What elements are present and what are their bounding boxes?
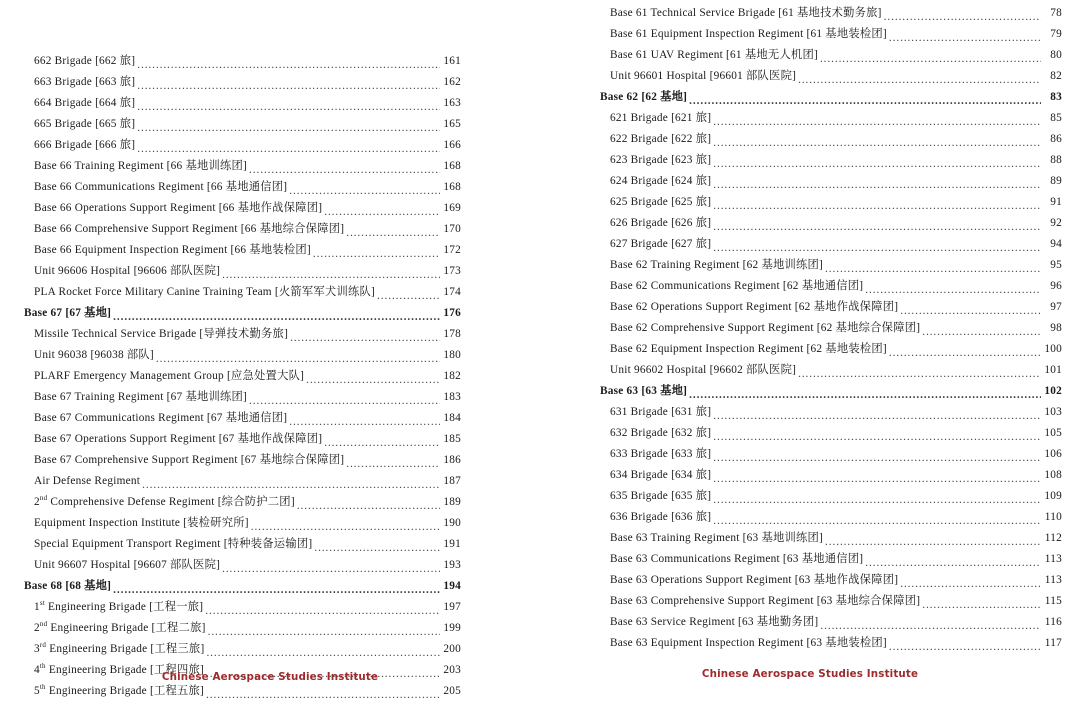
toc-entry-label: Unit 96606 Hospital [96606 部队医院]: [34, 265, 221, 277]
toc-entry-page-number: 185: [443, 433, 461, 445]
toc-leader-dots: [922, 598, 1040, 612]
toc-entry-label: Unit 96602 Hospital [96602 部队医院]: [610, 364, 797, 376]
toc-entry[interactable]: [600, 45, 1062, 66]
toc-entry-label: 2nd Comprehensive Defense Regiment [综合防护二团]: [34, 494, 295, 508]
toc-entry-label: Base 67 Training Regiment [67 基地训练团]: [34, 391, 248, 403]
toc-entry-label: Base 67 Operations Support Regiment [67 基地作战保障团]: [34, 433, 323, 445]
toc-leader-dots: [713, 241, 1040, 255]
toc-entry-page-number: 95: [1050, 259, 1062, 271]
toc-entry[interactable]: [24, 135, 461, 156]
toc-entry-page-number: 98: [1050, 322, 1062, 334]
toc-entry[interactable]: [600, 549, 1062, 570]
toc-leader-dots: [798, 73, 1040, 87]
toc-entry-page-number: 169: [443, 202, 461, 214]
toc-entry-page-number: 165: [443, 118, 461, 130]
toc-entry[interactable]: [24, 639, 461, 660]
toc-entry-page-number: 168: [443, 160, 461, 172]
toc-entry-page-number: 168: [443, 181, 461, 193]
toc-leader-dots: [798, 367, 1040, 381]
toc-entry[interactable]: [600, 108, 1062, 129]
toc-entry-label: Base 63 [63 基地]: [600, 385, 688, 397]
toc-entry-page-number: 197: [443, 601, 461, 613]
toc-entry-page-number: 109: [1044, 490, 1062, 502]
toc-entry[interactable]: [600, 87, 1062, 108]
toc-entry-label: PLARF Emergency Management Group [应急处置大队]: [34, 370, 305, 382]
toc-entry[interactable]: [24, 324, 461, 345]
toc-leader-dots: [865, 556, 1040, 570]
toc-entry-page-number: 178: [443, 328, 461, 340]
toc-leader-dots: [884, 10, 1041, 24]
toc-entry-label: 1st Engineering Brigade [工程一旅]: [34, 599, 204, 613]
toc-entry[interactable]: [24, 72, 461, 93]
toc-entry-page-number: 161: [443, 55, 461, 67]
toc-entry-page-number: 85: [1050, 112, 1062, 124]
toc-entry-list-right: [540, 3, 1080, 654]
toc-entry[interactable]: [24, 471, 461, 492]
toc-entry-page-number: 186: [443, 454, 461, 466]
toc-entry[interactable]: [600, 234, 1062, 255]
toc-entry-label: 663 Brigade [663 旅]: [34, 76, 136, 88]
toc-entry-page-number: 174: [443, 286, 461, 298]
toc-entry-label: Base 62 Communications Regiment [62 基地通信团]: [610, 280, 864, 292]
toc-leader-dots: [313, 247, 440, 261]
toc-entry-label: Base 66 Communications Regiment [66 基地通信团]: [34, 181, 288, 193]
toc-entry-label: Base 66 Operations Support Regiment [66 基地作战保障团]: [34, 202, 323, 214]
toc-entry-label: 632 Brigade [632 旅]: [610, 427, 712, 439]
toc-entry-label: Special Equipment Transport Regiment [特种装备运输团]: [34, 538, 313, 550]
toc-leader-dots: [713, 409, 1040, 423]
toc-entry-page-number: 189: [443, 496, 461, 508]
toc-entry[interactable]: [600, 402, 1062, 423]
toc-entry-page-number: 100: [1044, 343, 1062, 355]
toc-entry-label: 624 Brigade [624 旅]: [610, 175, 712, 187]
toc-entry-label: Base 62 [62 基地]: [600, 91, 688, 103]
toc-entry-page-number: 163: [443, 97, 461, 109]
toc-entry-page-number: 180: [443, 349, 461, 361]
toc-entry[interactable]: [600, 444, 1062, 465]
toc-entry[interactable]: [600, 24, 1062, 45]
toc-entry-label: Air Defense Regiment: [34, 475, 141, 487]
toc-leader-dots: [713, 514, 1040, 528]
toc-entry-page-number: 83: [1050, 91, 1062, 103]
toc-entry-page-number: 91: [1050, 196, 1062, 208]
toc-entry-page-number: 78: [1050, 7, 1062, 19]
toc-entry[interactable]: [24, 492, 461, 513]
toc-entry[interactable]: [600, 423, 1062, 444]
toc-entry-label: 631 Brigade [631 旅]: [610, 406, 712, 418]
toc-entry-page-number: 115: [1044, 595, 1062, 607]
toc-entry-label: 626 Brigade [626 旅]: [610, 217, 712, 229]
toc-entry[interactable]: [24, 366, 461, 387]
toc-leader-dots: [713, 493, 1040, 507]
toc-leader-dots: [713, 451, 1040, 465]
toc-leader-dots: [825, 262, 1040, 276]
toc-leader-dots: [689, 388, 1040, 402]
toc-entry-page-number: 96: [1050, 280, 1062, 292]
toc-entry-page-number: 108: [1044, 469, 1062, 481]
toc-leader-dots: [889, 31, 1041, 45]
toc-leader-dots: [324, 205, 439, 219]
toc-leader-dots: [713, 136, 1040, 150]
toc-entry[interactable]: [600, 3, 1062, 24]
toc-entry-page-number: 112: [1044, 532, 1062, 544]
toc-entry[interactable]: [24, 597, 461, 618]
toc-entry[interactable]: [600, 612, 1062, 633]
toc-entry[interactable]: [600, 339, 1062, 360]
toc-entry-label: 4th Engineering Brigade [工程四旅]: [34, 662, 205, 676]
toc-leader-dots: [900, 577, 1040, 591]
toc-entry-label: Equipment Inspection Institute [装检研究所]: [34, 517, 249, 529]
toc-entry-page-number: 113: [1044, 553, 1062, 565]
toc-entry[interactable]: [600, 276, 1062, 297]
toc-entry-page-number: 103: [1044, 406, 1062, 418]
toc-entry-page-number: 94: [1050, 238, 1062, 250]
toc-entry-page-number: 116: [1044, 616, 1062, 628]
toc-entry[interactable]: [24, 345, 461, 366]
toc-entry[interactable]: [24, 408, 461, 429]
toc-leader-dots: [922, 325, 1040, 339]
toc-entry-page-number: 170: [443, 223, 461, 235]
toc-entry-page-number: 194: [443, 580, 461, 592]
toc-leader-dots: [113, 583, 439, 597]
toc-entry-page-number: 199: [443, 622, 461, 634]
toc-entry[interactable]: [600, 591, 1062, 612]
toc-leader-dots: [889, 346, 1041, 360]
toc-leader-dots: [377, 289, 439, 303]
toc-entry-page-number: 79: [1050, 28, 1062, 40]
toc-entry[interactable]: [24, 513, 461, 534]
toc-leader-dots: [713, 199, 1040, 213]
toc-entry-label: Base 63 Training Regiment [63 基地训练团]: [610, 532, 824, 544]
toc-entry-label: 622 Brigade [622 旅]: [610, 133, 712, 145]
toc-entry[interactable]: [600, 255, 1062, 276]
toc-leader-dots: [137, 79, 439, 93]
toc-entry-label: 634 Brigade [634 旅]: [610, 469, 712, 481]
toc-entry-page-number: 162: [443, 76, 461, 88]
toc-entry-label: Base 61 Technical Service Brigade [61 基地技术勤务旅]: [610, 7, 882, 19]
toc-entry-page-number: 97: [1050, 301, 1062, 313]
toc-entry[interactable]: [600, 465, 1062, 486]
toc-entry-label: Base 66 Comprehensive Support Regiment [66 基地综合保障团]: [34, 223, 345, 235]
toc-leader-dots: [208, 625, 440, 639]
toc-entry-label: Base 63 Equipment Inspection Regiment [63 基地装检团]: [610, 637, 887, 649]
toc-entry[interactable]: [24, 303, 461, 324]
toc-entry-page-number: 113: [1044, 574, 1062, 586]
toc-entry-label: Base 62 Training Regiment [62 基地训练团]: [610, 259, 824, 271]
toc-entry-label: Unit 96601 Hospital [96601 部队医院]: [610, 70, 797, 82]
toc-entry[interactable]: [24, 576, 461, 597]
toc-entry[interactable]: [600, 129, 1062, 150]
toc-entry-page-number: 89: [1050, 175, 1062, 187]
toc-entry[interactable]: [24, 156, 461, 177]
toc-leader-dots: [713, 472, 1040, 486]
toc-entry[interactable]: [24, 219, 461, 240]
toc-entry-label: 666 Brigade [666 旅]: [34, 139, 136, 151]
toc-entry[interactable]: [24, 114, 461, 135]
toc-entry-label: 623 Brigade [623 旅]: [610, 154, 712, 166]
toc-entry[interactable]: [600, 570, 1062, 591]
toc-leader-dots: [820, 619, 1040, 633]
toc-entry[interactable]: [24, 681, 461, 702]
toc-entry-page-number: 102: [1044, 385, 1062, 397]
toc-entry-label: Base 66 Training Regiment [66 基地训练团]: [34, 160, 248, 172]
toc-entry[interactable]: [24, 93, 461, 114]
toc-entry[interactable]: [600, 486, 1062, 507]
toc-entry-label: Base 68 [68 基地]: [24, 580, 112, 592]
toc-leader-dots: [206, 646, 439, 660]
toc-entry-page-number: 82: [1050, 70, 1062, 82]
toc-leader-dots: [900, 304, 1040, 318]
toc-entry[interactable]: [600, 381, 1062, 402]
toc-entry-label: 662 Brigade [662 旅]: [34, 55, 136, 67]
toc-leader-dots: [205, 604, 439, 618]
toc-entry-page-number: 117: [1044, 637, 1062, 649]
toc-entry[interactable]: [24, 282, 461, 303]
toc-entry-label: Base 62 Operations Support Regiment [62 基地作战保障团]: [610, 301, 899, 313]
toc-entry-label: PLA Rocket Force Military Canine Training Team [火箭军军犬训练队]: [34, 286, 376, 298]
toc-leader-dots: [689, 94, 1040, 108]
toc-entry-page-number: 172: [443, 244, 461, 256]
toc-entry-label: Base 63 Communications Regiment [63 基地通信团]: [610, 553, 864, 565]
toc-entry-page-number: 176: [443, 307, 461, 319]
toc-entry[interactable]: [600, 213, 1062, 234]
toc-entry[interactable]: [600, 192, 1062, 213]
toc-entry[interactable]: [24, 240, 461, 261]
toc-leader-dots: [346, 226, 439, 240]
toc-entry-page-number: 80: [1050, 49, 1062, 61]
toc-entry[interactable]: [600, 297, 1062, 318]
toc-entry-page-number: 187: [443, 475, 461, 487]
toc-entry-label: 627 Brigade [627 旅]: [610, 238, 712, 250]
toc-leader-dots: [713, 115, 1040, 129]
toc-leader-dots: [251, 520, 440, 534]
toc-entry-page-number: 110: [1044, 511, 1062, 523]
toc-leader-dots: [137, 100, 439, 114]
toc-entry-label: 5th Engineering Brigade [工程五旅]: [34, 683, 205, 697]
toc-entry-label: Base 61 Equipment Inspection Regiment [61 基地装检团]: [610, 28, 887, 40]
toc-entry-label: Unit 96607 Hospital [96607 部队医院]: [34, 559, 221, 571]
toc-entry-page-number: 92: [1050, 217, 1062, 229]
toc-leader-dots: [297, 499, 440, 513]
toc-entry-label: 621 Brigade [621 旅]: [610, 112, 712, 124]
toc-entry[interactable]: [600, 66, 1062, 87]
toc-leader-dots: [713, 220, 1040, 234]
toc-entry[interactable]: [24, 51, 461, 72]
toc-entry[interactable]: [600, 171, 1062, 192]
toc-entry-page-number: 193: [443, 559, 461, 571]
toc-entry[interactable]: [24, 429, 461, 450]
toc-entry[interactable]: [600, 360, 1062, 381]
toc-entry-label: Base 67 [67 基地]: [24, 307, 112, 319]
toc-leader-dots: [222, 268, 439, 282]
toc-entry-label: 2nd Engineering Brigade [工程二旅]: [34, 620, 206, 634]
toc-leader-dots: [289, 184, 439, 198]
toc-entry-page-number: 101: [1044, 364, 1062, 376]
toc-entry-label: 636 Brigade [636 旅]: [610, 511, 712, 523]
toc-entry[interactable]: [600, 150, 1062, 171]
toc-entry-page-number: 106: [1044, 448, 1062, 460]
toc-leader-dots: [156, 352, 440, 366]
page-footer-left: Chinese Aerospace Studies Institute: [161, 671, 379, 683]
toc-entry-label: Base 67 Communications Regiment [67 基地通信团]: [34, 412, 288, 424]
toc-leader-dots: [249, 394, 439, 408]
toc-entry-page-number: 88: [1050, 154, 1062, 166]
toc-entry-page-number: 205: [443, 685, 461, 697]
toc-leader-dots: [889, 640, 1041, 654]
toc-leader-dots: [113, 310, 439, 324]
toc-leader-dots: [137, 142, 439, 156]
toc-leader-dots: [137, 121, 439, 135]
toc-entry-list-left: [0, 51, 540, 702]
toc-leader-dots: [713, 178, 1040, 192]
toc-entry-label: Base 66 Equipment Inspection Regiment [66 基地装检团]: [34, 244, 311, 256]
toc-leader-dots: [306, 373, 439, 387]
toc-leader-dots: [865, 283, 1040, 297]
toc-entry-label: Base 62 Equipment Inspection Regiment [62 基地装检团]: [610, 343, 887, 355]
toc-leader-dots: [713, 430, 1040, 444]
toc-entry-label: 665 Brigade [665 旅]: [34, 118, 136, 130]
toc-leader-dots: [314, 541, 439, 555]
toc-entry-label: Base 67 Comprehensive Support Regiment [67 基地综合保障团]: [34, 454, 345, 466]
toc-entry-label: 625 Brigade [625 旅]: [610, 196, 712, 208]
toc-leader-dots: [249, 163, 439, 177]
toc-leader-dots: [820, 52, 1041, 66]
toc-entry[interactable]: [24, 387, 461, 408]
toc-entry-label: 633 Brigade [633 旅]: [610, 448, 712, 460]
toc-leader-dots: [137, 58, 439, 72]
toc-entry[interactable]: [24, 261, 461, 282]
toc-leader-dots: [206, 688, 439, 702]
toc-entry-page-number: 191: [443, 538, 461, 550]
toc-entry-page-number: 190: [443, 517, 461, 529]
toc-entry-label: Unit 96038 [96038 部队]: [34, 349, 154, 361]
toc-entry[interactable]: [600, 633, 1062, 654]
toc-leader-dots: [713, 157, 1040, 171]
toc-entry[interactable]: [24, 555, 461, 576]
toc-entry-label: Missile Technical Service Brigade [导弹技术勤务旅]: [34, 328, 289, 340]
toc-entry-page-number: 203: [443, 664, 461, 676]
toc-entry[interactable]: [24, 177, 461, 198]
toc-entry[interactable]: [600, 507, 1062, 528]
toc-entry[interactable]: [24, 534, 461, 555]
toc-entry-label: Base 61 UAV Regiment [61 基地无人机团]: [610, 49, 818, 61]
toc-entry-page-number: 105: [1044, 427, 1062, 439]
toc-leader-dots: [290, 331, 439, 345]
toc-entry-page-number: 182: [443, 370, 461, 382]
toc-column-right: [540, 0, 1080, 688]
toc-entry-label: Base 63 Comprehensive Support Regiment [63 基地综合保障团]: [610, 595, 921, 607]
toc-entry[interactable]: [24, 618, 461, 639]
toc-entry[interactable]: [600, 528, 1062, 549]
page-footer-right: Chinese Aerospace Studies Institute: [701, 668, 919, 680]
toc-entry-label: 664 Brigade [664 旅]: [34, 97, 136, 109]
toc-entry-page-number: 183: [443, 391, 461, 403]
toc-entry-page-number: 86: [1050, 133, 1062, 145]
toc-leader-dots: [825, 535, 1040, 549]
toc-entry-label: Base 63 Operations Support Regiment [63 基地作战保障团]: [610, 574, 899, 586]
toc-entry[interactable]: [600, 318, 1062, 339]
toc-entry-label: Base 63 Service Regiment [63 基地勤务团]: [610, 616, 819, 628]
toc-leader-dots: [346, 457, 439, 471]
toc-entry-page-number: 166: [443, 139, 461, 151]
toc-entry[interactable]: [24, 450, 461, 471]
toc-column-left: [0, 0, 540, 697]
toc-leader-dots: [142, 478, 439, 492]
toc-entry-page-number: 200: [443, 643, 461, 655]
toc-entry-label: Base 62 Comprehensive Support Regiment [62 基地综合保障团]: [610, 322, 921, 334]
toc-leader-dots: [324, 436, 439, 450]
toc-leader-dots: [289, 415, 439, 429]
toc-entry-page-number: 173: [443, 265, 461, 277]
toc-leader-dots: [222, 562, 439, 576]
toc-entry-page-number: 184: [443, 412, 461, 424]
toc-entry-label: 3rd Engineering Brigade [工程三旅]: [34, 641, 205, 655]
toc-entry-label: 635 Brigade [635 旅]: [610, 490, 712, 502]
toc-entry[interactable]: [24, 198, 461, 219]
